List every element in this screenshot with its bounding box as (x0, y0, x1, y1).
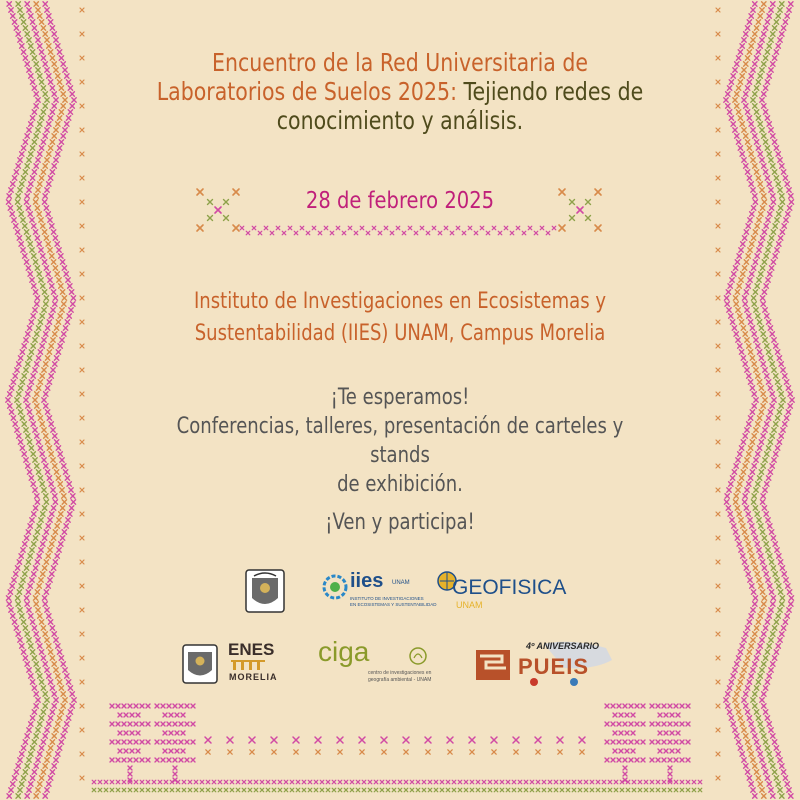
iies-logo (322, 570, 437, 616)
ciga-emblem-icon (408, 646, 428, 666)
pueis-anniversary: 4º ANIVERSARIO (526, 641, 599, 651)
pueis-logo (474, 640, 622, 688)
geofisica-logo (434, 570, 567, 614)
enes-columns-icon (231, 660, 265, 670)
enes-wordmark: ENES (228, 640, 275, 659)
event-date: 28 de febrero 2025 (305, 188, 495, 214)
iies-caption-2: EN ECOSISTEMAS Y SUSTENTABILIDAD (350, 602, 437, 607)
ciga-caption-2: geografía ambiental - UNAM (368, 677, 432, 683)
title-line-1: Encuentro de la Red Universitaria de (212, 48, 588, 77)
event-title (146, 48, 654, 135)
event-description (146, 383, 654, 499)
title-line-2: Laboratorios de Suelos 2025: (156, 77, 457, 106)
unam-shield-logo-2 (181, 643, 219, 685)
iies-wordmark: iies (350, 570, 384, 592)
enes-morelia: MORELIA (229, 672, 278, 682)
title-line-2-subtitle: Tejiendo redes de (456, 77, 644, 106)
call-to-action: ¡Ven y participa! (325, 510, 475, 535)
unam-shield-logo (244, 568, 286, 614)
invite-line-2: Conferencias, talleres, presentación de carteles y stands (176, 414, 624, 468)
ciga-wordmark: ciga (318, 636, 370, 667)
pueis-wordmark: PUEIS (518, 654, 590, 679)
title-line-3: conocimiento y análisis. (276, 106, 524, 135)
geofisica-wordmark: GEOFISICA (452, 576, 567, 599)
enes-morelia-logo (226, 640, 286, 686)
invite-line-1: ¡Te esperamos! (330, 385, 470, 410)
iies-unam: UNAM (392, 580, 410, 586)
date-banner (90, 180, 710, 240)
venue-line-1: Instituto de Investigaciones en Ecosistemas y (193, 289, 607, 314)
bottom-embroidery-band (90, 700, 710, 800)
iies-caption-1: INSTITUTO DE INVESTIGACIONES (350, 596, 424, 601)
geofisica-unam: UNAM (456, 600, 483, 610)
iies-mark-icon (322, 574, 348, 600)
ciga-caption-1: centro de investigaciones en (368, 670, 432, 676)
left-embroidery-border (0, 0, 90, 800)
event-venue (146, 286, 654, 350)
ciga-logo (318, 636, 448, 686)
invite-line-3: de exhibición. (337, 472, 463, 497)
venue-line-2: Sustentabilidad (IIES) UNAM, Campus Morelia (194, 321, 606, 346)
right-embroidery-border (710, 0, 800, 800)
